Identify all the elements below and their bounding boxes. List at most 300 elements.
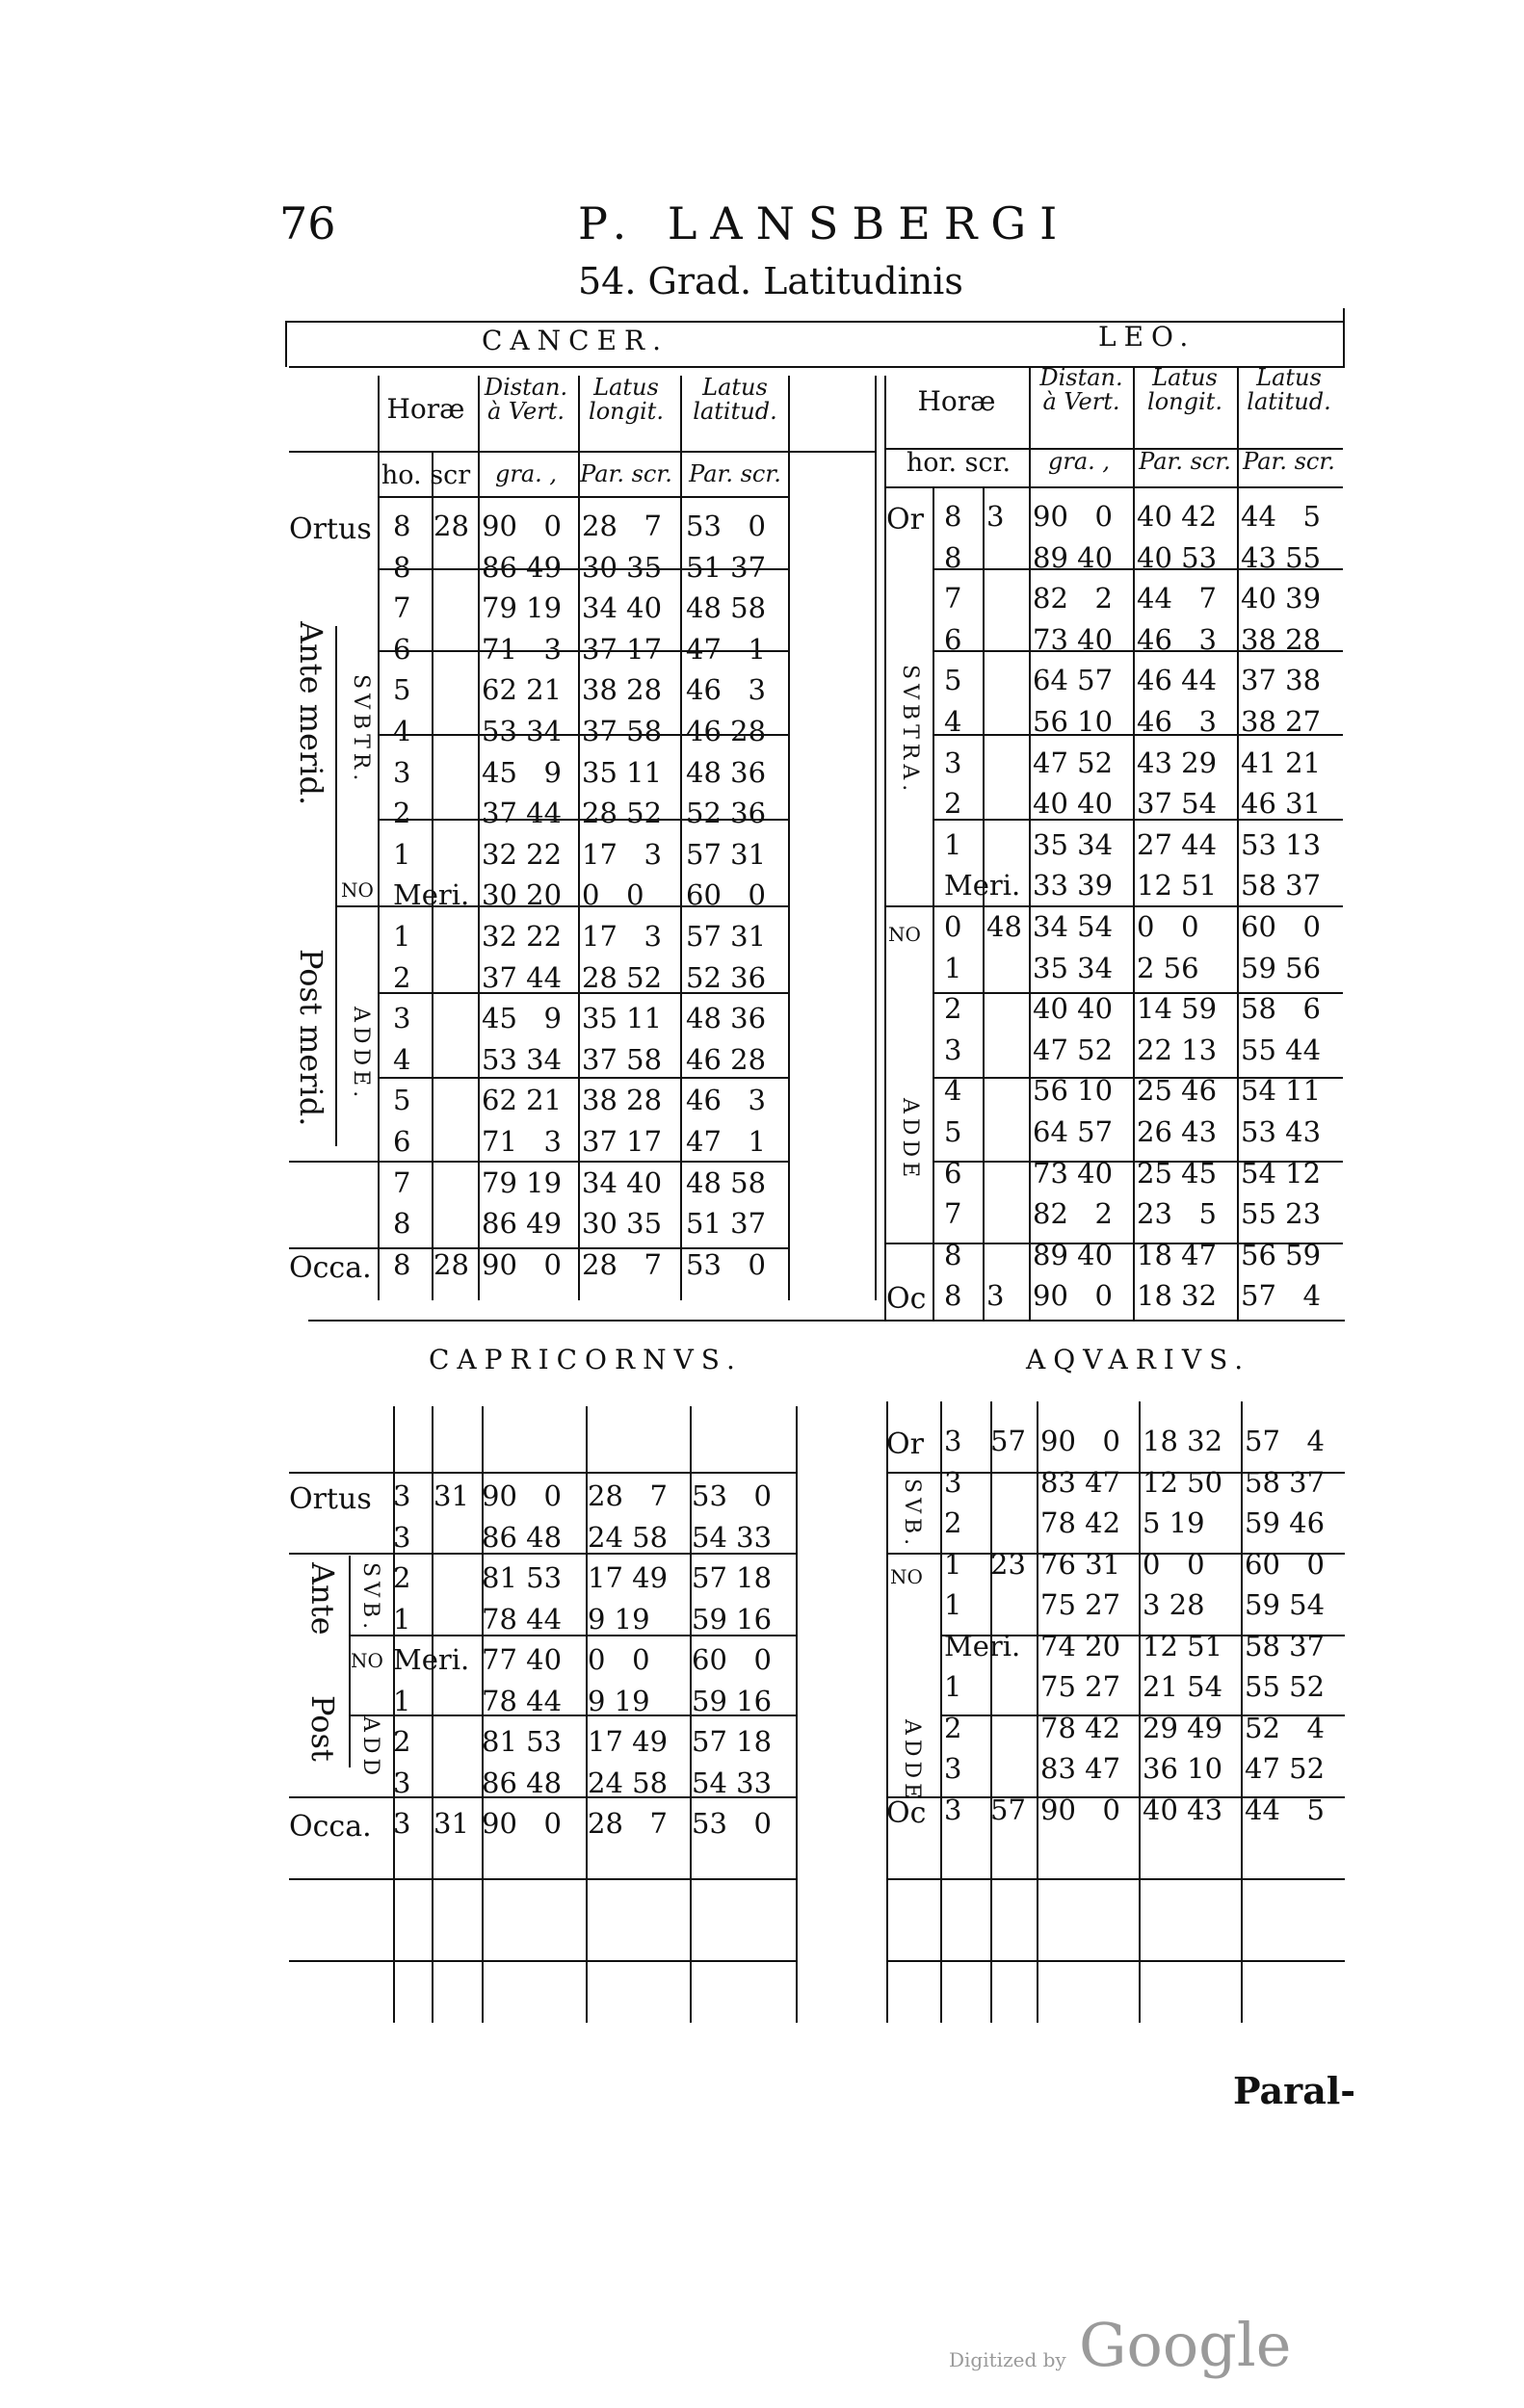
table-row — [289, 509, 790, 550]
cell-h: 8 — [393, 550, 411, 584]
cell-label: Or — [886, 1427, 924, 1461]
cell-lat: 48 36 — [686, 755, 767, 789]
cancer-adde-label: ADDE. — [349, 1007, 373, 1103]
table-row — [886, 1505, 1345, 1547]
cell-lat: 60 0 — [1241, 910, 1322, 943]
capricornus-group-rule — [289, 1472, 796, 1474]
cell-lat: 57 18 — [692, 1561, 773, 1594]
table-row — [289, 1806, 798, 1847]
cell-h: 4 — [393, 715, 411, 747]
table-row — [886, 704, 1345, 746]
cell-h: 3 — [944, 1033, 962, 1066]
cell-lat: 37 38 — [1241, 664, 1322, 697]
cell-lat: 60 0 — [1245, 1547, 1326, 1581]
cell-m: 31 — [434, 1479, 469, 1512]
cancer-header-rule — [378, 496, 788, 498]
capricornus-add-label: ADD — [358, 1716, 382, 1781]
frame-left-rule — [285, 321, 287, 367]
cell-h: 2 — [393, 960, 411, 994]
table-row — [886, 1793, 1345, 1834]
cell-lat: 60 0 — [692, 1643, 773, 1676]
cell-lat: 44 5 — [1245, 1793, 1326, 1826]
cell-h: 2 — [944, 992, 962, 1026]
cell-lon: 35 11 — [582, 1002, 663, 1035]
table-row — [289, 672, 790, 714]
aquarius-sub-label: SVB. — [900, 1479, 924, 1551]
cell-dist: 75 27 — [1040, 1588, 1121, 1621]
cell-h: Meri. — [944, 1629, 1021, 1662]
cell-lon: 36 10 — [1143, 1752, 1223, 1785]
cell-dist: 32 22 — [482, 920, 563, 953]
table-row — [886, 991, 1345, 1033]
leo-unit-lat: Par. scr. — [1243, 448, 1335, 475]
cell-lat: 46 28 — [686, 715, 767, 747]
cell-lon: 17 49 — [588, 1725, 669, 1758]
cell-lat: 58 37 — [1245, 1465, 1326, 1499]
cell-lon: 23 5 — [1137, 1197, 1218, 1231]
cell-dist: 30 20 — [482, 878, 563, 912]
aquarius-group-rule — [886, 1960, 1345, 1962]
cancer-no-label: NO — [341, 878, 374, 902]
table-row — [289, 1520, 798, 1561]
cell-dist: 77 40 — [482, 1643, 563, 1676]
cell-label: Ortus — [289, 512, 372, 546]
cell-lat: 58 37 — [1245, 1629, 1326, 1662]
capricornus-group-rule — [289, 1960, 796, 1962]
cell-lon: 28 7 — [582, 510, 663, 542]
cell-dist: 83 47 — [1040, 1752, 1121, 1785]
cell-dist: 33 39 — [1033, 869, 1114, 903]
cell-lat: 53 13 — [1241, 827, 1322, 861]
cell-lon: 12 51 — [1137, 869, 1218, 903]
cell-dist: 79 19 — [482, 591, 563, 625]
cell-lon: 24 58 — [588, 1766, 669, 1799]
leo-header-lat: Latus latitud. — [1247, 364, 1331, 416]
table-row — [289, 1602, 798, 1643]
table-row — [289, 837, 790, 878]
capricornus-group-rule — [289, 1878, 796, 1880]
cell-h: 5 — [944, 1115, 962, 1148]
cell-lat: 56 59 — [1241, 1238, 1322, 1271]
cell-lat: 51 37 — [686, 550, 767, 584]
cell-lon: 34 40 — [582, 1165, 663, 1199]
cell-dist: 86 49 — [482, 550, 563, 584]
cell-lon: 40 42 — [1137, 500, 1218, 533]
cell-lon: 17 3 — [582, 920, 663, 953]
cell-h: 7 — [393, 591, 411, 625]
table-row — [289, 1083, 790, 1124]
cell-lat: 51 37 — [686, 1207, 767, 1241]
cell-h: Meri. — [393, 1643, 470, 1676]
cell-dist: 45 9 — [482, 755, 563, 789]
cell-h: 1 — [944, 951, 962, 984]
cell-lat: 48 36 — [686, 1002, 767, 1035]
table-row — [886, 786, 1345, 827]
cell-lat: 55 44 — [1241, 1033, 1322, 1066]
cell-dist: 35 34 — [1033, 951, 1114, 984]
cell-dist: 78 42 — [1040, 1711, 1121, 1744]
table-row — [886, 1424, 1345, 1465]
cell-lon: 40 43 — [1143, 1793, 1223, 1826]
cell-m: 57 — [990, 1793, 1026, 1826]
cell-dist: 62 21 — [482, 1084, 563, 1117]
cell-lat: 54 11 — [1241, 1074, 1322, 1108]
cell-h: 6 — [944, 622, 962, 656]
cell-dist: 86 48 — [482, 1766, 563, 1799]
cell-h: 5 — [944, 664, 962, 697]
cell-lat: 47 52 — [1245, 1752, 1326, 1785]
cell-dist: 86 48 — [482, 1520, 563, 1554]
cell-label: Or — [886, 503, 924, 537]
cell-m: 3 — [986, 1279, 1005, 1313]
cell-lon: 27 44 — [1137, 827, 1218, 861]
cell-h: 5 — [393, 1084, 411, 1117]
cell-dist: 90 0 — [1033, 500, 1114, 533]
cell-lat: 38 28 — [1241, 622, 1322, 656]
cell-lon: 21 54 — [1143, 1670, 1223, 1703]
cell-dist: 40 40 — [1033, 787, 1114, 821]
cell-lon: 17 49 — [588, 1561, 669, 1594]
table-row — [886, 499, 1345, 540]
aquarius-adde-label: ADDE — [900, 1719, 924, 1804]
cell-lat: 48 58 — [686, 591, 767, 625]
page-number: 76 — [279, 197, 336, 249]
cell-lon: 37 58 — [582, 1042, 663, 1076]
cell-h: 3 — [944, 1425, 962, 1457]
cell-lon: 18 32 — [1143, 1425, 1223, 1457]
cell-h: 1 — [393, 1602, 411, 1636]
table-row — [289, 1001, 790, 1042]
cell-lon: 28 52 — [582, 797, 663, 830]
cell-dist: 90 0 — [1033, 1279, 1114, 1313]
cell-h: 4 — [944, 705, 962, 738]
cell-h: 0 — [944, 910, 962, 943]
table-row — [289, 1042, 790, 1084]
cell-lon: 18 47 — [1137, 1238, 1218, 1271]
table-row — [289, 960, 790, 1002]
cell-lon: 5 19 — [1143, 1506, 1205, 1539]
cell-lat: 58 6 — [1241, 992, 1322, 1026]
cell-lat: 53 0 — [692, 1479, 773, 1512]
cell-dist: 81 53 — [482, 1725, 563, 1758]
cell-dist: 64 57 — [1033, 1115, 1114, 1148]
cancer-header-horae: Horæ — [386, 393, 465, 425]
cell-label: Oc — [886, 1282, 927, 1317]
cell-dist: 81 53 — [482, 1561, 563, 1594]
cancer-header-dist: Distan. à Vert. — [484, 374, 568, 426]
running-head: P. LANSBERGI — [578, 197, 1071, 249]
aquarius-group-rule — [886, 1878, 1345, 1880]
cell-dist: 90 0 — [482, 1479, 563, 1512]
cell-h: 8 — [944, 1238, 962, 1271]
cancer-ante-merid-label: Ante merid. — [293, 621, 329, 806]
capricornus-no-label: NO — [351, 1649, 383, 1672]
cell-lon: 46 3 — [1137, 622, 1218, 656]
cell-lon: 25 46 — [1137, 1074, 1218, 1108]
cell-lon: 3 28 — [1143, 1588, 1205, 1621]
cell-m: 28 — [434, 510, 469, 542]
watermark-prefix: Digitized by — [949, 2348, 1066, 2371]
table-row — [886, 1629, 1345, 1670]
cell-dist: 90 0 — [1040, 1793, 1121, 1826]
cell-lat: 57 31 — [686, 920, 767, 953]
page-subtitle: 54. Grad. Latitudinis — [578, 260, 963, 302]
cell-label: Oc — [886, 1795, 927, 1830]
cell-lon: 17 3 — [582, 837, 663, 871]
cell-lat: 54 33 — [692, 1520, 773, 1554]
table-row — [289, 1124, 790, 1165]
cell-lon: 40 53 — [1137, 540, 1218, 574]
cell-dist: 79 19 — [482, 1165, 563, 1199]
leo-header-dist: Distan. à Vert. — [1039, 364, 1123, 416]
leo-unit-lon: Par. scr. — [1139, 448, 1231, 475]
cell-dist: 74 20 — [1040, 1629, 1121, 1662]
cell-lat: 38 27 — [1241, 705, 1322, 738]
cell-label: Occa. — [289, 1250, 372, 1285]
cell-h: 4 — [944, 1074, 962, 1108]
cell-lon: 12 50 — [1143, 1465, 1223, 1499]
cell-dist: 89 40 — [1033, 1238, 1114, 1271]
cell-dist: 90 0 — [1040, 1425, 1121, 1457]
cell-dist: 90 0 — [482, 510, 563, 542]
cell-h: 2 — [944, 1711, 962, 1744]
cell-h: 3 — [944, 1793, 962, 1826]
cell-dist: 86 49 — [482, 1207, 563, 1241]
cell-lon: 0 0 — [1137, 910, 1199, 943]
cell-h: 7 — [944, 582, 962, 615]
cell-label: Ortus — [289, 1482, 372, 1516]
cell-h: 8 — [944, 500, 962, 533]
cell-lat: 53 0 — [686, 1247, 767, 1281]
cell-h: 4 — [393, 1042, 411, 1076]
cell-lat: 47 1 — [686, 1125, 767, 1158]
cell-dist: 82 2 — [1033, 1197, 1114, 1231]
capricornus-sub-label: SVB. — [358, 1562, 382, 1635]
table-row — [886, 1751, 1345, 1793]
cell-dist: 89 40 — [1033, 540, 1114, 574]
cell-lat: 57 18 — [692, 1725, 773, 1758]
cell-dist: 78 42 — [1040, 1506, 1121, 1539]
table-row — [886, 581, 1345, 622]
cell-lon: 9 19 — [588, 1684, 650, 1717]
table-row — [886, 1711, 1345, 1752]
cell-lon: 26 43 — [1137, 1115, 1218, 1148]
cell-lon: 0 0 — [1143, 1547, 1205, 1581]
cell-dist: 90 0 — [482, 1247, 563, 1281]
cell-lon: 38 28 — [582, 1084, 663, 1117]
table-row — [289, 590, 790, 632]
cell-lon: 43 29 — [1137, 746, 1218, 779]
cell-dist: 56 10 — [1033, 1074, 1114, 1108]
cell-dist: 53 34 — [482, 1042, 563, 1076]
cell-m: 31 — [434, 1807, 469, 1840]
cell-h: 5 — [393, 673, 411, 707]
table-row — [289, 796, 790, 837]
table-row — [886, 1073, 1345, 1114]
cell-lon: 14 59 — [1137, 992, 1218, 1026]
cell-dist: 53 34 — [482, 715, 563, 747]
leo-subtra-label: SVBTRA. — [898, 665, 922, 797]
capricornus-ante-label: Ante — [304, 1562, 341, 1636]
cell-dist: 35 34 — [1033, 827, 1114, 861]
cell-h: 3 — [393, 1002, 411, 1035]
cell-h: 1 — [944, 1588, 962, 1621]
cell-lat: 53 0 — [692, 1807, 773, 1840]
cell-lon: 28 7 — [588, 1479, 669, 1512]
cell-lon: 0 0 — [582, 878, 644, 912]
section-divider-rule — [308, 1320, 1345, 1322]
leo-header-rule — [886, 486, 1343, 488]
catchword: Paral- — [1233, 2069, 1356, 2112]
cell-lat: 59 56 — [1241, 951, 1322, 984]
table-row — [886, 1278, 1345, 1320]
aquarius-title: AQVARIVS. — [1026, 1344, 1251, 1375]
cell-dist: 32 22 — [482, 837, 563, 871]
cell-dist: 71 3 — [482, 632, 563, 666]
cell-lat: 54 12 — [1241, 1156, 1322, 1190]
cell-lon: 2 56 — [1137, 951, 1199, 984]
cell-dist: 76 31 — [1040, 1547, 1121, 1581]
cell-lat: 55 52 — [1245, 1670, 1326, 1703]
cell-h: 8 — [393, 1207, 411, 1241]
cell-lat: 52 36 — [686, 797, 767, 830]
cell-lat: 59 46 — [1245, 1506, 1326, 1539]
cell-lat: 52 4 — [1245, 1711, 1326, 1744]
cell-lat: 57 4 — [1245, 1425, 1326, 1457]
capricornus-title: CAPRICORNVS. — [429, 1344, 743, 1375]
cell-lon: 25 45 — [1137, 1156, 1218, 1190]
cell-dist: 71 3 — [482, 1125, 563, 1158]
cell-dist: 37 44 — [482, 960, 563, 994]
cell-h: 6 — [393, 1125, 411, 1158]
cell-lon: 46 3 — [1137, 705, 1218, 738]
cell-h: 3 — [393, 1520, 411, 1554]
cell-lon: 35 11 — [582, 755, 663, 789]
cell-h: 1 — [393, 1684, 411, 1717]
cell-h: 2 — [393, 797, 411, 830]
cell-dist: 64 57 — [1033, 664, 1114, 697]
cell-lon: 34 40 — [582, 591, 663, 625]
cancer-header-lon: Latus longit. — [589, 374, 664, 426]
cell-m: 57 — [990, 1425, 1026, 1457]
table-row — [886, 1669, 1345, 1711]
cell-lon: 30 35 — [582, 550, 663, 584]
table-row — [289, 1247, 790, 1289]
cell-lat: 53 43 — [1241, 1115, 1322, 1148]
table-row — [886, 622, 1345, 664]
cell-lon: 29 49 — [1143, 1711, 1223, 1744]
table-row — [886, 1587, 1345, 1629]
cancer-col-rule — [875, 376, 877, 1300]
cell-lat: 59 16 — [692, 1602, 773, 1636]
cancer-title: CANCER. — [482, 325, 669, 356]
frame-right-rule — [1343, 308, 1345, 366]
cell-lat: 52 36 — [686, 960, 767, 994]
cell-dist: 47 52 — [1033, 1033, 1114, 1066]
cell-lon: 28 52 — [582, 960, 663, 994]
cancer-unit-horae: ho. scr — [381, 460, 471, 490]
cell-dist: 56 10 — [1033, 705, 1114, 738]
cell-dist: 37 44 — [482, 797, 563, 830]
cell-dist: 78 44 — [482, 1602, 563, 1636]
cancer-subtra-label: SVBTR. — [349, 674, 373, 786]
cell-lon: 18 32 — [1137, 1279, 1218, 1313]
capricornus-post-label: Post — [304, 1695, 341, 1762]
cell-lon: 12 51 — [1143, 1629, 1223, 1662]
leo-header-lon: Latus longit. — [1147, 364, 1222, 416]
cell-dist: 47 52 — [1033, 746, 1114, 779]
leo-no-label: NO — [888, 923, 921, 946]
table-row — [289, 1684, 798, 1725]
cell-h: 8 — [944, 540, 962, 574]
cell-h: 3 — [393, 755, 411, 789]
cell-h: 1 — [393, 920, 411, 953]
table-row — [886, 1033, 1345, 1074]
cell-h: 8 — [393, 1247, 411, 1281]
cell-lat: 57 4 — [1241, 1279, 1322, 1313]
cancer-unit-lon: Par. scr. — [580, 460, 672, 487]
table-row — [289, 1560, 798, 1602]
cell-h: 3 — [393, 1807, 411, 1840]
table-row — [289, 1206, 790, 1247]
cell-h: 2 — [944, 787, 962, 821]
cell-h: 1 — [944, 1547, 962, 1581]
cell-h: Meri. — [393, 878, 470, 912]
table-row — [886, 909, 1345, 951]
table-row — [289, 877, 790, 919]
cell-lon: 46 44 — [1137, 664, 1218, 697]
cell-lon: 28 7 — [588, 1807, 669, 1840]
cell-lat: 44 5 — [1241, 500, 1322, 533]
table-row — [289, 550, 790, 591]
cell-lat: 60 0 — [686, 878, 767, 912]
cell-lat: 46 3 — [686, 673, 767, 707]
table-row — [886, 663, 1345, 704]
cell-lat: 46 31 — [1241, 787, 1322, 821]
cell-lat: 46 3 — [686, 1084, 767, 1117]
table-row — [289, 919, 790, 960]
table-row — [886, 1547, 1345, 1588]
aquarius-no-label: NO — [890, 1565, 923, 1588]
cell-dist: 40 40 — [1033, 992, 1114, 1026]
table-row — [886, 1156, 1345, 1197]
cell-lat: 58 37 — [1241, 869, 1322, 903]
cell-dist: 62 21 — [482, 673, 563, 707]
cell-h: 3 — [944, 746, 962, 779]
cell-h: 3 — [393, 1766, 411, 1799]
leo-header-horae: Horæ — [917, 385, 996, 417]
table-row — [886, 1238, 1345, 1279]
cell-lat: 43 55 — [1241, 540, 1322, 574]
cell-m: 3 — [986, 500, 1005, 533]
cell-lat: 54 33 — [692, 1766, 773, 1799]
cell-lon: 37 17 — [582, 632, 663, 666]
cell-h: 3 — [944, 1752, 962, 1785]
cell-h: 6 — [393, 632, 411, 666]
cell-lat: 57 31 — [686, 837, 767, 871]
cell-h: 8 — [944, 1279, 962, 1313]
cell-h: 7 — [393, 1165, 411, 1199]
table-row — [289, 1724, 798, 1766]
cell-h: Meri. — [944, 869, 1021, 903]
cell-lon: 22 13 — [1137, 1033, 1218, 1066]
cell-m: 48 — [986, 910, 1022, 943]
cell-dist: 82 2 — [1033, 582, 1114, 615]
table-row — [886, 1465, 1345, 1506]
table-row — [886, 827, 1345, 869]
cell-m: 23 — [990, 1547, 1026, 1581]
cancer-post-merid-label: Post merid. — [293, 949, 329, 1127]
